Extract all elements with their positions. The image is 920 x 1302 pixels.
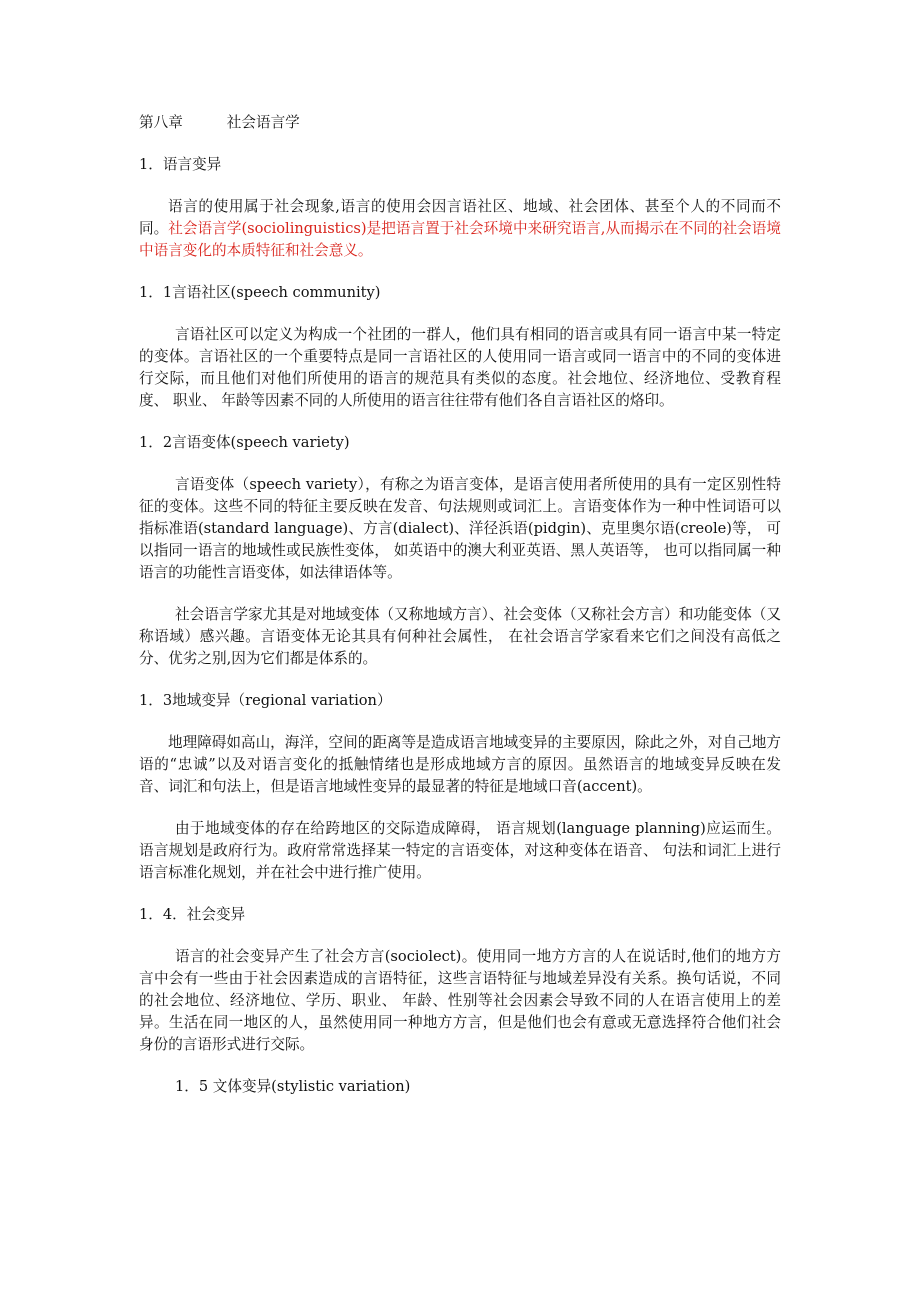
chapter-number: 第八章 [139, 114, 183, 131]
chapter-title [139, 112, 781, 134]
section-1-paragraph [139, 196, 781, 262]
section-1-text: 语言的使用属于社会现象,语言的使用会因言语社区、地域、社会团体、甚至个人的不同而不同。 [139, 198, 781, 237]
section-heading-1: 1．语言变异 [139, 156, 222, 173]
section-heading-1-4: 1．4．社会变异 [139, 906, 246, 923]
document-body [139, 112, 781, 1118]
section-1-2-paragraph-1: 言语变体（speech variety），有称之为语言变体，是语言使用者所使用的具有一定区别性特征的变体。这些不同的特征主要反映在发音、句法规则或词汇上。言语变体作为一种中性词语可以指标准语(standard language)、方言(dialect)、洋径浜语(pidgin)、克里奥尔语(creole)等， 可以指同一语言的地域性或民族性变体， 如英语中的澳大利亚英语、黑人英语等， 也可以指同属一种语言的功能性言语变体，如法律语体等。 [139, 476, 781, 581]
section-1-4-paragraph: 语言的社会变异产生了社会方言(sociolect)。使用同一地方方言的人在说话时,他们的地方方言中会有一些由于社会因素造成的言语特征，这些言语特征与地域差异没有关系。换句话说，不同的社会地位、经济地位、学历、职业、 年龄、性别等社会因素会导致不同的人在语言使用上的差异。生活在同一地区的人，虽然使用同一种地方方言，但是他们也会有意或无意选择符合他们社会身份的言语形式进行交际。 [139, 948, 781, 1053]
section-1-3-paragraph-2: 由于地域变体的存在给跨地区的交际造成障碍， 语言规划(language planning)应运而生。语言规划是政府行为。政府常常选择某一特定的言语变体，对这种变体在语音、 句法和词汇上进行语言标准化规划，并在社会中进行推广使用。 [139, 820, 781, 881]
section-heading-1-2: 1．2言语变体(speech variety) [139, 434, 350, 451]
section-1-3-paragraph-1: 地理障碍如高山，海洋，空间的距离等是造成语言地域变异的主要原因，除此之外，对自己地方语的“忠诚”以及对语言变化的抵触情绪也是形成地域方言的原因。虽然语言的地域变异反映在发音、词汇和句法上，但是语言地域性变异的最显著的特征是地域口音(accent)。 [139, 734, 781, 795]
chapter-name: 社会语言学 [226, 114, 300, 131]
section-heading-1-5: 1．5 文体变异(stylistic variation) [175, 1078, 411, 1095]
section-1-2-paragraph-2: 社会语言学家尤其是对地域变体（又称地域方言）、社会变体（又称社会方言）和功能变体（又称语域）感兴趣。言语变体无论其具有何种社会属性， 在社会语言学家看来它们之间没有高低之分、优劣之别,因为它们都是体系的。 [139, 606, 781, 667]
section-1-1-paragraph: 言语社区可以定义为构成一个社团的一群人，他们具有相同的语言或具有同一语言中某一特定的变体。言语社区的一个重要特点是同一言语社区的人使用同一语言或同一语言中的不同的变体进行交际，而且他们对他们所使用的语言的规范具有类似的态度。社会地位、经济地位、受教育程度、 职业、 年龄等因素不同的人所使用的语言往往带有他们各自言语社区的烙印。 [139, 326, 781, 409]
section-1-highlight-text: 社会语言学(sociolinguistics)是把语言置于社会环境中来研究语言,从而揭示在不同的社会语境中语言变化的本质特征和社会意义。 [139, 220, 781, 259]
section-heading-1-3: 1．3地域变异（regional variation） [139, 692, 392, 709]
section-heading-1-1: 1．1言语社区(speech community) [139, 284, 381, 301]
